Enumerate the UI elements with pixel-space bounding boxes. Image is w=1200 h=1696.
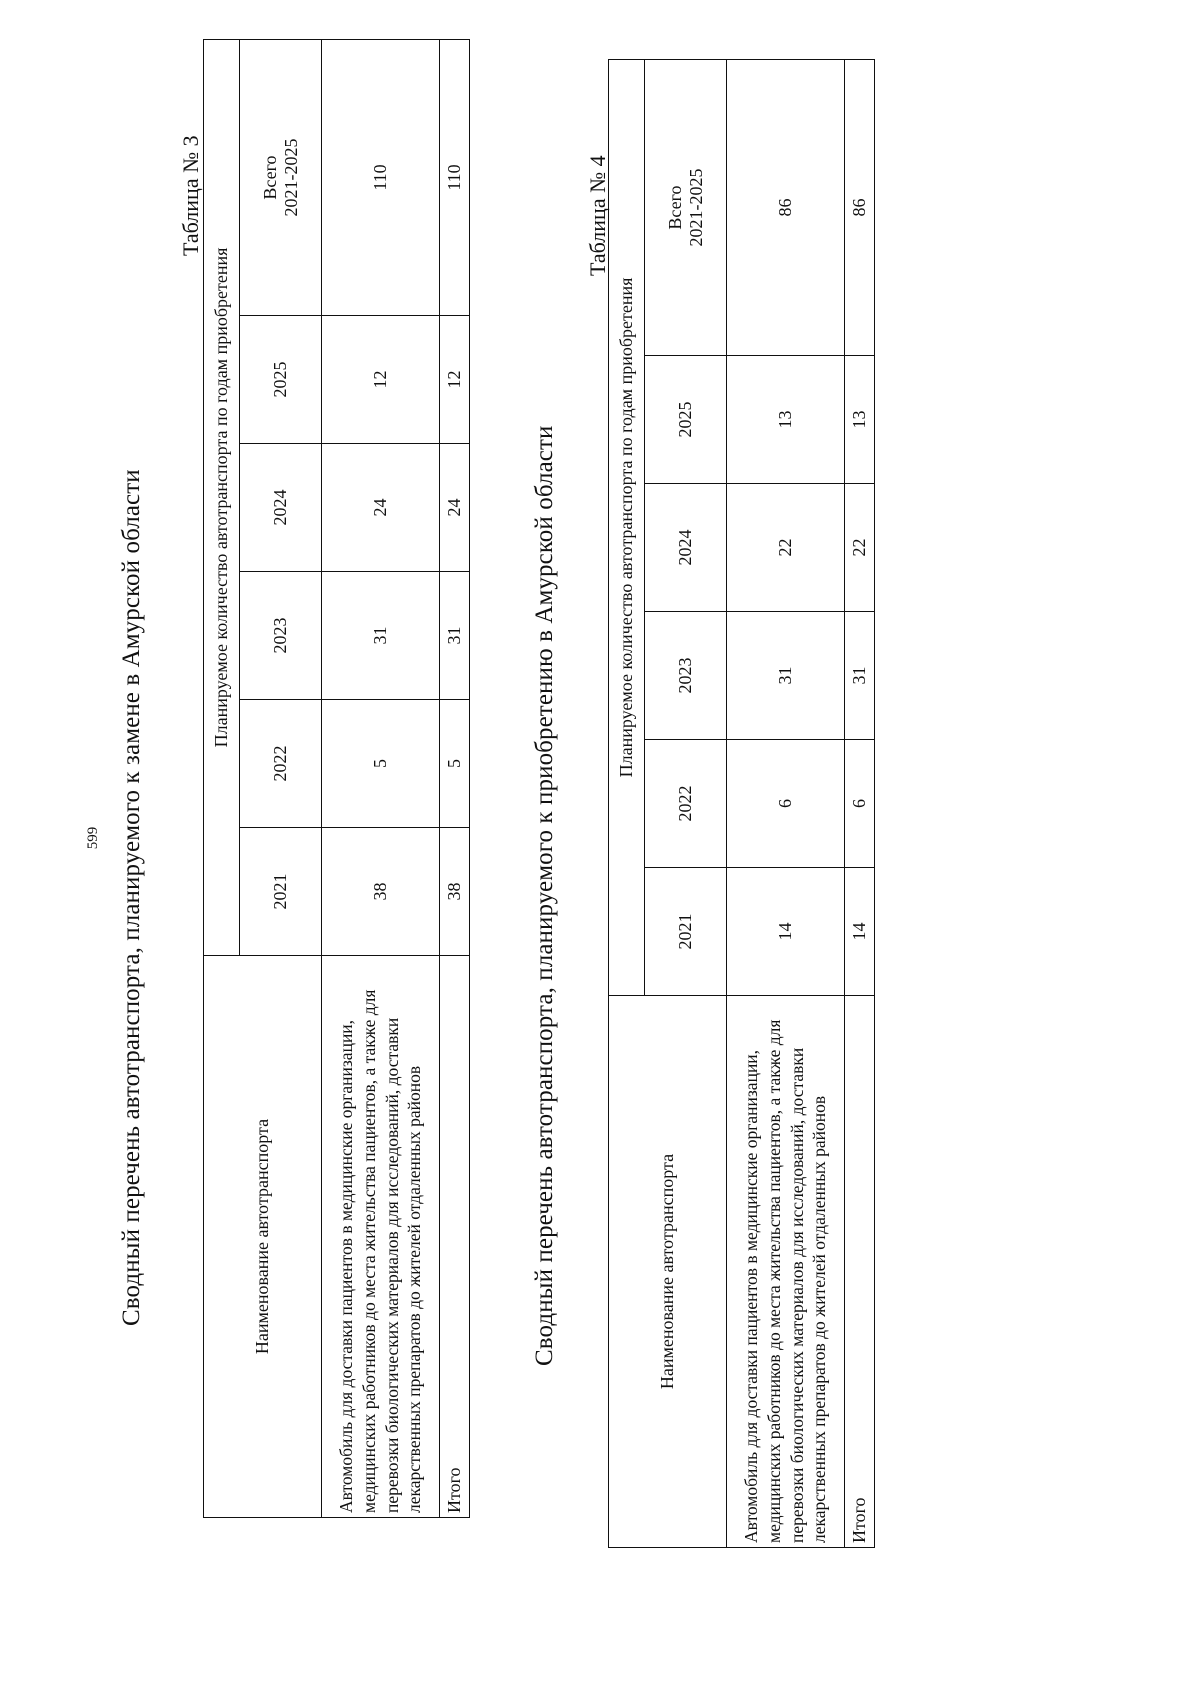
table-3-title: Сводный перечень автотранспорта, планируемого к замене в Амурской области <box>118 469 145 1326</box>
table-4-cell: 22 <box>727 484 845 612</box>
table-3-year-header: 2023 <box>240 572 322 700</box>
table-3-name-header: Наименование автотранспорта <box>204 956 322 1518</box>
table-3-total-cell: 12 <box>440 316 470 444</box>
table-4-year-header: 2021 <box>645 868 727 996</box>
table-3-year-header: 2022 <box>240 700 322 828</box>
table-4-cell: 6 <box>727 740 845 868</box>
table-3-label: Таблица № 3 <box>178 135 203 256</box>
table-3-cell: 24 <box>322 444 440 572</box>
table-4-total-cell: 13 <box>845 356 875 484</box>
table-3-total-header-line2: 2021-2025 <box>280 138 301 217</box>
table-4-total-header-line1: Всего <box>664 185 685 230</box>
table-4-total-cell: 6 <box>845 740 875 868</box>
table-3-year-header: 2021 <box>240 828 322 956</box>
table-3-total-cell: 38 <box>440 828 470 956</box>
table-3-total-cell: 110 <box>440 40 470 316</box>
table-3-cell: 5 <box>322 700 440 828</box>
table-3-cell: 12 <box>322 316 440 444</box>
table-4-cell: 31 <box>727 612 845 740</box>
table-4-cell: 13 <box>727 356 845 484</box>
table-4-row-name: Автомобиль для доставки пациентов в медицинские организации, медицинских работников до места жительства пациентов, а также для перевозки биологических материалов для исследований, доставки лекарственных препаратов до жителей отдаленных районов <box>727 996 845 1548</box>
table-4-title: Сводный перечень автотранспорта, планируемого к приобретению в Амурской области <box>531 425 558 1366</box>
table-3-group-header: Планируемое количество автотранспорта по годам приобретения <box>204 40 240 956</box>
table-4-label: Таблица № 4 <box>585 155 610 276</box>
table-4-total-label: Итого <box>845 996 875 1548</box>
table-3-year-header: 2025 <box>240 316 322 444</box>
table-3-total-label: Итого <box>440 956 470 1518</box>
table-4-cell: 14 <box>727 868 845 996</box>
table-4 <box>608 59 875 1548</box>
table-4-total-header-line2: 2021-2025 <box>685 168 706 247</box>
table-4-cell: 86 <box>727 60 845 356</box>
table-3-total-header <box>240 40 322 316</box>
page-number: 599 <box>85 826 101 850</box>
table-3-year-header: 2024 <box>240 444 322 572</box>
table-4-group-header: Планируемое количество автотранспорта по годам приобретения <box>609 60 645 996</box>
table-4-year-header: 2024 <box>645 484 727 612</box>
table-3-cell: 110 <box>322 40 440 316</box>
table-3-total-header-line1: Всего <box>259 155 280 200</box>
table-4-total-cell: 14 <box>845 868 875 996</box>
table-4-year-header: 2025 <box>645 356 727 484</box>
table-3-row-name: Автомобиль для доставки пациентов в медицинские организации, медицинских работников до места жительства пациентов, а также для перевозки биологических материалов для исследований, доставки лекарственных препаратов до жителей отдаленных районов <box>322 956 440 1518</box>
table-4-total-cell: 31 <box>845 612 875 740</box>
table-3-total-cell: 31 <box>440 572 470 700</box>
table-3-total-cell: 24 <box>440 444 470 572</box>
table-4-name-header: Наименование автотранспорта <box>609 996 727 1548</box>
table-4-year-header: 2023 <box>645 612 727 740</box>
table-4-total-cell: 86 <box>845 60 875 356</box>
table-3-total-cell: 5 <box>440 700 470 828</box>
table-4-total-cell: 22 <box>845 484 875 612</box>
table-3-cell: 31 <box>322 572 440 700</box>
table-3 <box>203 39 470 1518</box>
table-4-total-header <box>645 60 727 356</box>
table-4-year-header: 2022 <box>645 740 727 868</box>
table-3-cell: 38 <box>322 828 440 956</box>
